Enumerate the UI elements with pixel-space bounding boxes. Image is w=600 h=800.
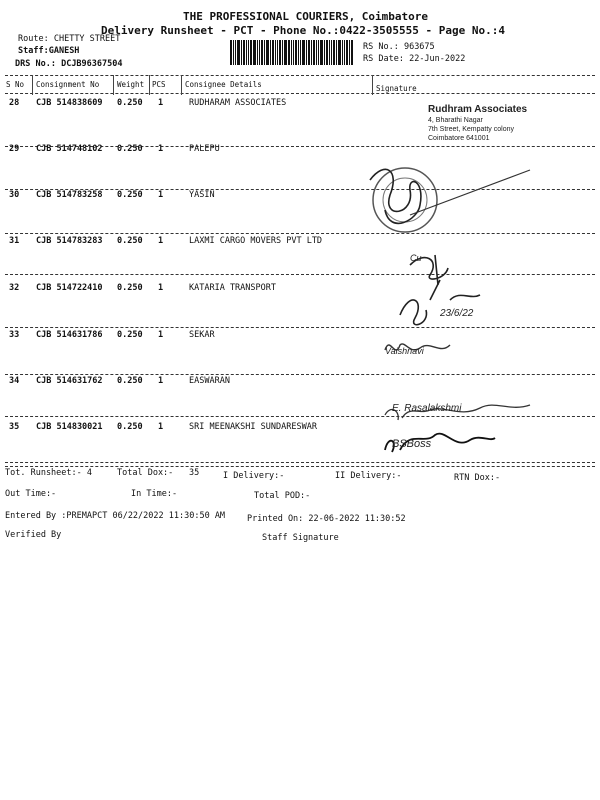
barcode-bar — [342, 40, 343, 65]
row-consignment: CJB 514783283 — [36, 236, 103, 246]
tot-runsheet: Tot. Runsheet:- 4 — [5, 468, 92, 478]
in-time: In Time:- — [131, 489, 178, 499]
total-dox-value: 35 — [189, 468, 200, 478]
drs-line — [15, 59, 123, 69]
barcode-image — [230, 40, 358, 65]
runsheet-subtitle: Delivery Runsheet - PCT - Phone No.:0422-3505555 - Page No.:4 — [101, 24, 505, 37]
rs-no-line — [363, 42, 435, 52]
col-divider — [113, 75, 114, 95]
row-pcs: 1 — [158, 98, 164, 108]
barcode-bar — [298, 40, 299, 65]
col-divider — [181, 75, 182, 95]
barcode-bar — [266, 40, 269, 65]
row-consignee: RUDHARAM ASSOCIATES — [189, 98, 287, 108]
row-weight: 0.250 — [117, 98, 143, 108]
barcode-bar — [230, 40, 232, 65]
signature-row31-text: Cu — [410, 253, 422, 263]
row-sno: 34 — [9, 376, 20, 386]
barcode-bar — [275, 40, 276, 65]
col-divider — [149, 75, 150, 95]
barcode-bar — [270, 40, 271, 65]
barcode-bar — [264, 40, 265, 65]
row-pcs: 1 — [158, 422, 164, 432]
col-weight: Weight — [117, 80, 145, 89]
barcode-bar — [261, 40, 263, 65]
rs-no-label: RS No.: — [363, 42, 399, 52]
barcode-bar — [277, 40, 278, 65]
row-consignee: SRI MEENAKSHI SUNDARESWAR — [189, 422, 317, 432]
row-sno: 30 — [9, 190, 20, 200]
barcode-bar — [316, 40, 317, 65]
barcode-bar — [295, 40, 297, 65]
barcode-bar — [320, 40, 323, 65]
row-pcs: 1 — [158, 330, 164, 340]
row-weight: 0.250 — [117, 376, 143, 386]
barcode-bar — [241, 40, 242, 65]
stamp-line3: Coimbatore 641001 — [428, 135, 490, 142]
row-consignee: YASIN — [189, 190, 215, 200]
barcode-bar — [288, 40, 290, 65]
row-sno: 32 — [9, 283, 20, 293]
barcode-bar — [306, 40, 307, 65]
row-pcs: 1 — [158, 376, 164, 386]
route-line — [18, 34, 120, 44]
staff-label: Staff: — [18, 46, 49, 56]
stamp-line1: 4, Bharathi Nagar — [428, 117, 483, 124]
barcode-bar — [272, 40, 274, 65]
ii-delivery: II Delivery:- — [335, 471, 402, 481]
barcode-bar — [326, 40, 328, 65]
barcode-bar — [318, 40, 319, 65]
barcode-bar — [257, 40, 258, 65]
barcode-bar — [284, 40, 287, 65]
entered-by: Entered By :PREMAPCT 06/22/2022 11:30:50 AM — [5, 511, 226, 521]
col-divider — [372, 75, 373, 95]
barcode-bar — [333, 40, 335, 65]
route-label: Route: — [18, 34, 49, 44]
barcode-bar — [243, 40, 245, 65]
col-consignee: Consignee Details — [185, 80, 262, 89]
out-time: Out Time:- — [5, 489, 57, 499]
barcode-bar — [324, 40, 325, 65]
row-pcs: 1 — [158, 283, 164, 293]
rs-no-value: 963675 — [403, 42, 435, 52]
barcode-bar — [250, 40, 252, 65]
total-pod: Total POD:- — [254, 491, 311, 501]
row-consignment: CJB 514631762 — [36, 376, 103, 386]
row-consignee: KATARIA TRANSPORT — [189, 283, 276, 293]
barcode-bar — [349, 40, 350, 65]
printed-on: Printed On: 22-06-2022 11:30:52 — [247, 514, 406, 524]
col-consignment: Consignment No — [36, 80, 100, 89]
stamp-line2: 7th Street, Kempatty colony — [428, 126, 514, 133]
header-top-rule — [5, 75, 595, 76]
row-pcs: 1 — [158, 190, 164, 200]
total-dox-label: Total Dox:- — [117, 468, 174, 478]
staff-line — [18, 46, 79, 56]
i-delivery: I Delivery:- — [223, 471, 285, 481]
row-sno: 33 — [9, 330, 20, 340]
row-consignment: CJB 514838609 — [36, 98, 103, 108]
barcode-bar — [351, 40, 353, 65]
barcode-bar — [253, 40, 256, 65]
barcode-bar — [233, 40, 234, 65]
row-weight: 0.250 — [117, 236, 143, 246]
drs-label: DRS No.: — [15, 59, 56, 69]
row-consignment: CJB 514830021 — [36, 422, 103, 432]
col-sno: S No — [6, 80, 25, 89]
row-weight: 0.250 — [117, 144, 143, 154]
drs-value: DCJB96367504 — [61, 59, 123, 69]
company-title: THE PROFESSIONAL COURIERS, Coimbatore — [183, 10, 429, 23]
table-row — [0, 94, 600, 140]
row-consignee: SEKAR — [189, 330, 215, 340]
barcode-bar — [308, 40, 310, 65]
row-weight: 0.250 — [117, 330, 143, 340]
col-divider — [32, 75, 33, 95]
stamp-name: Rudhram Associates — [428, 104, 528, 115]
row-weight: 0.250 — [117, 190, 143, 200]
barcode-bar — [346, 40, 348, 65]
col-pcs: PCS — [152, 80, 166, 89]
row-consignment: CJB 514722410 — [36, 283, 103, 293]
rs-date-value: 22-Jun-2022 — [409, 54, 466, 64]
barcode-bar — [237, 40, 240, 65]
row-pcs: 1 — [158, 144, 164, 154]
row-sno: 31 — [9, 236, 20, 246]
barcode-bar — [282, 40, 283, 65]
row-consignment: CJB 514783258 — [36, 190, 103, 200]
barcode-bar — [336, 40, 337, 65]
row-consignee: EASWARAN — [189, 376, 230, 386]
barcode-bar — [293, 40, 294, 65]
row-weight: 0.250 — [117, 283, 143, 293]
verified-by: Verified By — [5, 530, 62, 540]
route-value: CHETTY STREET — [53, 34, 121, 44]
staff-value: GANESH — [48, 46, 80, 56]
row-consignee: LAXMI CARGO MOVERS PVT LTD — [189, 236, 323, 246]
rs-date-line — [363, 54, 465, 64]
barcode-bar — [329, 40, 330, 65]
rtn-dox: RTN Dox:- — [454, 473, 501, 483]
barcode-bar — [338, 40, 341, 65]
signature-row33-text: Vaishnavi — [385, 346, 424, 356]
col-signature: Signature — [376, 84, 417, 93]
barcode-bar — [235, 40, 236, 65]
barcode-bar — [344, 40, 345, 65]
barcode-bar — [279, 40, 281, 65]
barcode-bar — [313, 40, 315, 65]
signature-row32-text: 23/6/22 — [440, 308, 474, 319]
row-sno: 35 — [9, 422, 20, 432]
barcode-bar — [291, 40, 292, 65]
row-consignment: CJB 514748102 — [36, 144, 103, 154]
signature-row35b-text: BSBoss — [392, 438, 432, 450]
row-pcs: 1 — [158, 236, 164, 246]
barcode-bar — [300, 40, 301, 65]
row-weight: 0.250 — [117, 422, 143, 432]
barcode-bar — [246, 40, 247, 65]
barcode-bar — [311, 40, 312, 65]
row-consignment: CJB 514631786 — [36, 330, 103, 340]
row-sno: 29 — [9, 144, 20, 154]
barcode-bar — [302, 40, 305, 65]
staff-signature: Staff Signature — [262, 533, 339, 543]
barcode-bar — [248, 40, 249, 65]
signature-row35a-text: E. Rasalakshmi — [392, 403, 462, 414]
rs-date-label: RS Date: — [363, 54, 404, 64]
row-consignee: PALEPU — [189, 144, 220, 154]
barcode-bar — [259, 40, 260, 65]
footer-top-rule — [5, 466, 595, 467]
row-sno: 28 — [9, 98, 20, 108]
barcode-bar — [331, 40, 332, 65]
signature-row32 — [400, 300, 426, 325]
